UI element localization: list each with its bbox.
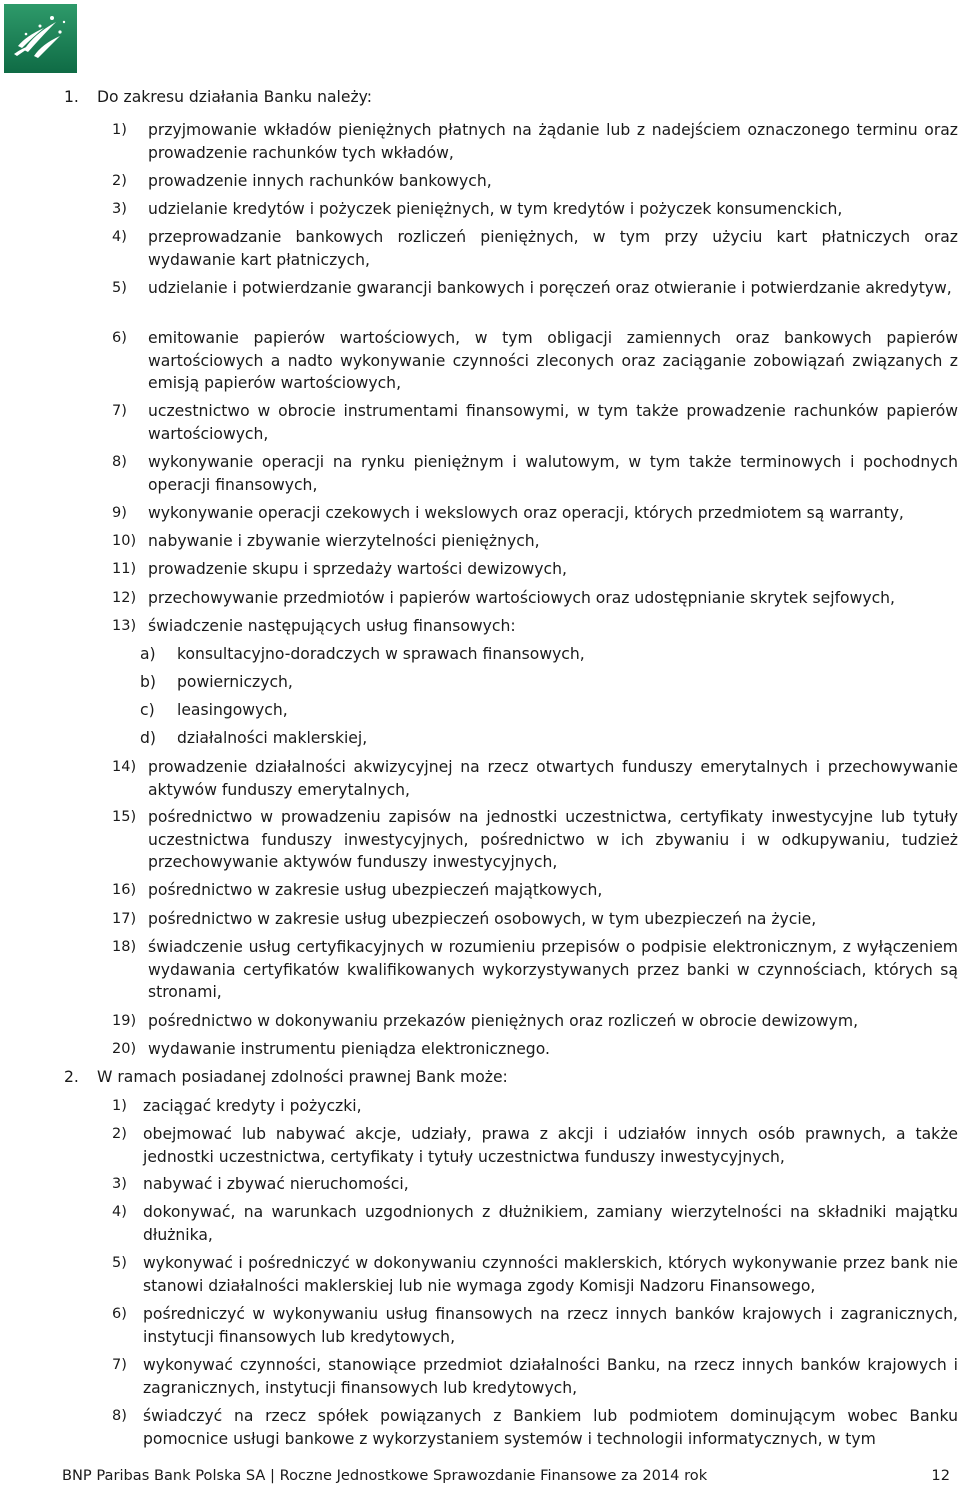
list-item: wykonywać czynności, stanowiące przedmiot działalności Banku, na rzecz innych banków krajowych i zagranicznych, instytucji finansowych lub kredytowych, (143, 1356, 958, 1397)
section-1-number: 1. (64, 88, 79, 106)
item-number: 20) (112, 1041, 137, 1057)
page-number: 12 (931, 1467, 950, 1484)
list-item: pośrednictwo w zakresie usług ubezpieczeń majątkowych, (148, 881, 603, 899)
section-2-heading: W ramach posiadanej zdolności prawnej Bank może: (97, 1068, 508, 1086)
item-number: 14) (112, 759, 137, 775)
item-number: 1) (112, 122, 127, 138)
list-item: zaciągać kredyty i pożyczki, (143, 1097, 362, 1115)
list-item: przyjmowanie wkładów pieniężnych płatnych na żądanie lub z nadejściem oznaczonego terminu oraz prowadzenie rachunków tych wkładów, (148, 121, 958, 162)
item-number: 9) (112, 505, 127, 521)
list-item: prowadzenie działalności akwizycyjnej na rzecz otwartych funduszy emerytalnych i przechowywanie aktywów funduszy emerytalnych, (148, 758, 958, 799)
item-number: 11) (112, 561, 137, 577)
item-number: 15) (112, 809, 137, 825)
page-footer (62, 1466, 950, 1486)
section-1-heading: Do zakresu działania Banku należy: (97, 88, 373, 106)
list-item: pośrednictwo w dokonywaniu przekazów pieniężnych oraz rozliczeń w obrocie dewizowym, (148, 1012, 859, 1030)
list-item: świadczenie następujących usług finansowych: (148, 617, 516, 635)
item-number: 3) (112, 201, 127, 217)
subitem-letter: b) (140, 673, 156, 691)
item-number: 2) (112, 173, 127, 189)
list-item: udzielanie kredytów i pożyczek pieniężnych, w tym kredytów i pożyczek konsumenckich, (148, 200, 843, 218)
item-number: 19) (112, 1013, 137, 1029)
item-number: 10) (112, 533, 137, 549)
list-item: dokonywać, na warunkach uzgodnionych z dłużnikiem, zamiany wierzytelności na składniki majątku dłużnika, (143, 1203, 958, 1244)
list-item: emitowanie papierów wartościowych, w tym obligacji zamiennych oraz bankowych papierów wartościowych a nadto wykonywanie czynności zleconych oraz zaciąganie zobowiązań związanych z emisją papierów wartościowych, (148, 329, 958, 392)
item-number: 16) (112, 882, 137, 898)
item-number: 4) (112, 1204, 127, 1220)
list-item: prowadzenie innych rachunków bankowych, (148, 172, 492, 190)
section-2-number: 2. (64, 1068, 79, 1086)
list-item: świadczyć na rzecz spółek powiązanych z Bankiem lub podmiotem dominującym wobec Banku pomocnice usługi bankowe z wykorzystaniem systemów i technologii informatycznych, w tym (143, 1407, 958, 1448)
item-number: 8) (112, 454, 127, 470)
list-item: obejmować lub nabywać akcje, udziały, prawa z akcji i udziałów innych osób prawnych, a także jednostki uczestnictwa, certyfikaty i tytuły uczestnictwa funduszy inwestycyjnych, (143, 1125, 958, 1166)
subitem: powierniczych, (177, 673, 293, 691)
list-item: pośrednictwo w prowadzeniu zapisów na jednostki uczestnictwa, certyfikaty inwestycyjne lub tytuły uczestnictwa funduszy inwestycyjnych, pośrednictwo w ich zbywaniu i w odkupywaniu, tudzież przechowywanie aktywów funduszy inwestycyjnych, (148, 808, 958, 871)
item-number: 17) (112, 911, 137, 927)
footer-text: BNP Paribas Bank Polska SA | Roczne Jednostkowe Sprawozdanie Finansowe za 2014 rok (62, 1467, 708, 1484)
item-number: 7) (112, 403, 127, 419)
list-item: wykonywanie operacji na rynku pieniężnym i walutowym, w tym także terminowych i pochodnych operacji finansowych, (148, 453, 958, 494)
subitem: leasingowych, (177, 701, 288, 719)
list-item: udzielanie i potwierdzanie gwarancji bankowych i poręczeń oraz otwieranie i potwierdzanie akredytyw, (148, 279, 952, 297)
subitem: działalności maklerskiej, (177, 729, 368, 747)
item-number: 6) (112, 1306, 127, 1322)
item-number: 18) (112, 939, 137, 955)
item-number: 3) (112, 1176, 127, 1192)
item-number: 7) (112, 1357, 127, 1373)
list-item: nabywać i zbywać nieruchomości, (143, 1175, 409, 1193)
subitem-letter: d) (140, 729, 156, 747)
list-item: nabywanie i zbywanie wierzytelności pieniężnych, (148, 532, 540, 550)
item-number: 5) (112, 280, 127, 296)
list-item: uczestnictwo w obrocie instrumentami finansowymi, w tym także prowadzenie rachunków papierów wartościowych, (148, 402, 958, 443)
list-item: przeprowadzanie bankowych rozliczeń pieniężnych, w tym przy użyciu kart płatniczych oraz wydawanie kart płatniczych, (148, 228, 958, 269)
item-number: 1) (112, 1098, 127, 1114)
item-number: 6) (112, 330, 127, 346)
subitem: konsultacyjno-doradczych w sprawach finansowych, (177, 645, 585, 663)
list-item: świadczenie usług certyfikacyjnych w rozumieniu przepisów o podpisie elektronicznym, z wyłączeniem wydawania certyfikatów kwalifikowanych wykorzystywanych przez banki w czynnościach, których są stronami, (148, 938, 958, 1001)
item-number: 8) (112, 1408, 127, 1424)
list-item: pośrednictwo w zakresie usług ubezpieczeń osobowych, w tym ubezpieczeń na życie, (148, 910, 817, 928)
list-item: prowadzenie skupu i sprzedaży wartości dewizowych, (148, 560, 567, 578)
list-item: przechowywanie przedmiotów i papierów wartościowych oraz udostępnianie skrytek sejfowych, (148, 589, 895, 607)
item-number: 5) (112, 1255, 127, 1271)
list-item: wykonywać i pośredniczyć w dokonywaniu czynności maklerskich, których wykonywanie przez bank nie stanowi działalności maklerskiej lub nie wymaga zgody Komisji Nadzoru Finansowego, (143, 1254, 958, 1295)
item-number: 13) (112, 618, 137, 634)
subitem-letter: a) (140, 645, 156, 663)
item-number: 2) (112, 1126, 127, 1142)
item-number: 4) (112, 229, 127, 245)
subitem-letter: c) (140, 701, 155, 719)
list-item: wykonywanie operacji czekowych i wekslowych oraz operacji, których przedmiotem są warranty, (148, 504, 904, 522)
bnp-paribas-logo (4, 4, 77, 73)
item-number: 12) (112, 590, 137, 606)
list-item: pośredniczyć w wykonywaniu usług finansowych na rzecz innych banków krajowych i zagranicznych, instytucji finansowych lub kredytowych, (143, 1305, 958, 1346)
list-item: wydawanie instrumentu pieniądza elektronicznego. (148, 1040, 550, 1058)
